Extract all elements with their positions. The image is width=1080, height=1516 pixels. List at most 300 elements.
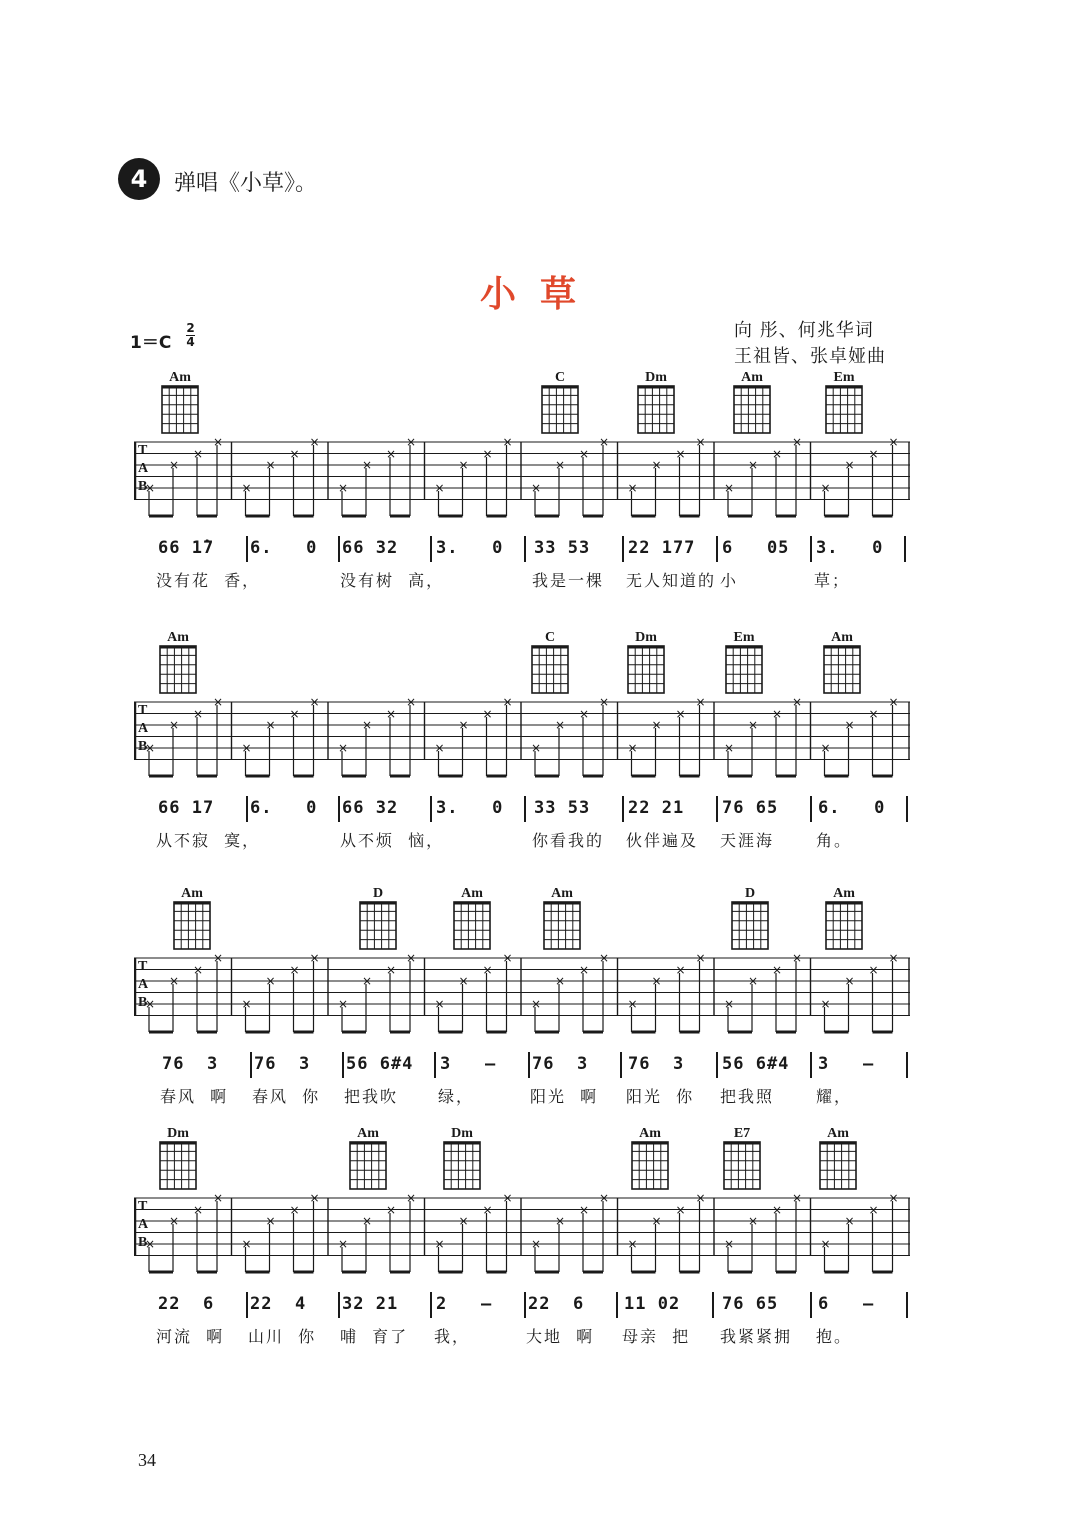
chord-name: Dm bbox=[635, 630, 657, 645]
chord-name: E7 bbox=[733, 1126, 751, 1141]
measure bbox=[530, 792, 622, 862]
chord-diagram bbox=[822, 370, 866, 435]
svg-text:×: × bbox=[406, 954, 417, 965]
svg-text:×: × bbox=[502, 698, 513, 709]
tablature-staff bbox=[134, 438, 910, 528]
chord-grid-icon bbox=[822, 901, 866, 951]
chord-name: Am bbox=[833, 886, 855, 901]
chord-name: Em bbox=[733, 630, 755, 645]
bar-line bbox=[524, 796, 526, 822]
svg-text:×: × bbox=[309, 1194, 320, 1205]
measure-notes: 76 65 bbox=[722, 798, 779, 818]
bar-line bbox=[616, 1292, 618, 1318]
measure bbox=[814, 792, 906, 862]
measure-lyrics: 山川 你 bbox=[248, 1327, 317, 1346]
measure-lyrics: 无人知道的 bbox=[626, 571, 717, 590]
svg-text:×: × bbox=[555, 718, 566, 732]
svg-text:×: × bbox=[362, 458, 373, 472]
chord-diagram bbox=[816, 1126, 860, 1191]
svg-text:×: × bbox=[502, 1194, 513, 1205]
measure-lyrics: 耀， bbox=[816, 1087, 853, 1106]
svg-text:×: × bbox=[695, 1194, 706, 1205]
measure bbox=[814, 1048, 906, 1118]
tab-clef-letter: B bbox=[138, 1235, 148, 1250]
measure-lyrics: 从不烦 恼， bbox=[340, 831, 445, 850]
tab-lines bbox=[134, 1194, 910, 1276]
measure-lyrics: 我紧紧拥 bbox=[720, 1327, 793, 1346]
svg-text:×: × bbox=[868, 963, 879, 977]
svg-text:×: × bbox=[695, 438, 706, 449]
measure-notes: 3. 0 bbox=[436, 798, 504, 818]
svg-text:×: × bbox=[651, 458, 662, 472]
measure-notes: 22 6 bbox=[158, 1294, 215, 1314]
chord-diagram bbox=[728, 886, 772, 951]
measure bbox=[530, 532, 622, 602]
svg-text:×: × bbox=[844, 974, 855, 988]
chord-diagram bbox=[822, 886, 866, 951]
chord-name: Am bbox=[827, 1126, 849, 1141]
svg-text:×: × bbox=[289, 1203, 300, 1217]
chord-name: Am bbox=[831, 630, 853, 645]
chord-grid-icon bbox=[158, 385, 202, 435]
svg-text:×: × bbox=[482, 707, 493, 721]
tablature-staff bbox=[134, 954, 910, 1044]
svg-text:×: × bbox=[748, 458, 759, 472]
measure-lyrics: 你看我的 bbox=[532, 831, 605, 850]
chord-grid-icon bbox=[346, 1141, 390, 1191]
tab-clef-letter: B bbox=[138, 995, 148, 1010]
svg-text:×: × bbox=[772, 707, 783, 721]
chord-name: Am bbox=[741, 370, 763, 385]
chord-name: D bbox=[744, 886, 756, 901]
svg-text:×: × bbox=[844, 718, 855, 732]
svg-text:×: × bbox=[338, 741, 349, 755]
tab-clef-letter: B bbox=[138, 739, 148, 754]
svg-text:×: × bbox=[868, 447, 879, 461]
svg-text:×: × bbox=[675, 707, 686, 721]
chord-grid-icon bbox=[156, 1141, 200, 1191]
measure-notes: 33 53 bbox=[534, 798, 591, 818]
measure-notes: 76 3 bbox=[628, 1054, 685, 1074]
measure bbox=[338, 532, 445, 602]
svg-text:×: × bbox=[309, 954, 320, 965]
svg-text:×: × bbox=[502, 954, 513, 965]
measure-notes: 56 6#4 bbox=[722, 1054, 790, 1074]
chord-name: Dm bbox=[167, 1126, 189, 1141]
svg-text:×: × bbox=[193, 963, 204, 977]
chord-diagram bbox=[156, 630, 200, 695]
svg-text:×: × bbox=[362, 1214, 373, 1228]
svg-text:×: × bbox=[434, 997, 445, 1011]
svg-text:×: × bbox=[169, 1214, 180, 1228]
svg-text:×: × bbox=[820, 741, 831, 755]
tab-clef-letter: A bbox=[138, 461, 149, 476]
exercise-instruction: 弹唱《小草》。 bbox=[174, 171, 318, 196]
svg-text:×: × bbox=[820, 1237, 831, 1251]
measure bbox=[250, 1048, 342, 1118]
svg-text:×: × bbox=[531, 997, 542, 1011]
chord-name: Em bbox=[833, 370, 855, 385]
svg-text:×: × bbox=[145, 997, 156, 1011]
step-number-badge: 4 bbox=[118, 158, 160, 200]
svg-text:×: × bbox=[675, 1203, 686, 1217]
tab-clef-letter: T bbox=[138, 959, 148, 974]
measure bbox=[158, 1048, 250, 1118]
chord-grid-icon bbox=[170, 901, 214, 951]
measure-lyrics: 草； bbox=[814, 571, 851, 590]
tab-clef-letter: A bbox=[138, 721, 149, 736]
measure-notes: 66 1̂7 bbox=[158, 538, 215, 558]
svg-text:×: × bbox=[579, 963, 590, 977]
svg-text:×: × bbox=[888, 698, 899, 709]
svg-text:×: × bbox=[241, 481, 252, 495]
measure-notes: 76 3 bbox=[162, 1054, 219, 1074]
bar-line bbox=[906, 796, 908, 822]
svg-text:×: × bbox=[579, 1203, 590, 1217]
measure-notes: 22 21 bbox=[628, 798, 685, 818]
measure bbox=[718, 1288, 810, 1358]
chord-diagram bbox=[820, 630, 864, 695]
chord-grid-icon bbox=[156, 645, 200, 695]
chord-grid-icon bbox=[528, 645, 572, 695]
tablature-staff bbox=[134, 1194, 910, 1284]
svg-text:×: × bbox=[531, 481, 542, 495]
svg-text:×: × bbox=[458, 1214, 469, 1228]
measure bbox=[154, 532, 261, 602]
jianpu-notation bbox=[130, 792, 920, 862]
svg-text:×: × bbox=[599, 1194, 610, 1205]
chord-diagram bbox=[528, 630, 572, 695]
chord-diagram bbox=[158, 370, 202, 435]
chord-diagram bbox=[722, 630, 766, 695]
chord-name: Am bbox=[181, 886, 203, 901]
svg-text:×: × bbox=[868, 1203, 879, 1217]
measure bbox=[620, 1288, 712, 1358]
chord-grid-icon bbox=[540, 901, 584, 951]
measure-lyrics: 河流 啊 bbox=[156, 1327, 225, 1346]
svg-text:×: × bbox=[145, 1237, 156, 1251]
tab-clef-letter: T bbox=[138, 703, 148, 718]
chord-grid-icon bbox=[820, 645, 864, 695]
svg-text:×: × bbox=[169, 718, 180, 732]
bar-line bbox=[810, 1292, 812, 1318]
chord-name: Am bbox=[551, 886, 573, 901]
svg-text:×: × bbox=[531, 741, 542, 755]
measure bbox=[432, 532, 524, 602]
measure bbox=[338, 792, 445, 862]
jianpu-notation bbox=[130, 532, 920, 602]
chord-grid-icon bbox=[538, 385, 582, 435]
measure-notes: 32 21 bbox=[342, 1294, 399, 1314]
measure bbox=[342, 1048, 434, 1118]
svg-text:×: × bbox=[792, 438, 803, 449]
measure-lyrics: 母亲 把 bbox=[622, 1327, 691, 1346]
svg-text:×: × bbox=[888, 438, 899, 449]
svg-text:×: × bbox=[748, 974, 759, 988]
composer-credit: 王祖皆、张卓娅曲 bbox=[734, 346, 886, 367]
svg-text:×: × bbox=[844, 458, 855, 472]
svg-text:×: × bbox=[695, 698, 706, 709]
bar-line bbox=[712, 1292, 714, 1318]
measure-lyrics: 阳光 你 bbox=[626, 1087, 695, 1106]
svg-text:×: × bbox=[651, 1214, 662, 1228]
chord-name: Am bbox=[167, 630, 189, 645]
chord-diagram bbox=[440, 1126, 484, 1191]
measure bbox=[246, 792, 338, 862]
chord-grid-icon bbox=[634, 385, 678, 435]
measure-notes: 66 17 bbox=[158, 798, 215, 818]
tab-clef-letter: A bbox=[138, 1217, 149, 1232]
chord-grid-icon bbox=[720, 1141, 764, 1191]
svg-text:×: × bbox=[792, 698, 803, 709]
measure bbox=[154, 1288, 246, 1358]
svg-text:×: × bbox=[482, 447, 493, 461]
measure bbox=[524, 1288, 616, 1358]
measure-lyrics: 伙伴遍及 bbox=[626, 831, 699, 850]
svg-text:×: × bbox=[193, 707, 204, 721]
chord-name: Dm bbox=[451, 1126, 473, 1141]
chord-grid-icon bbox=[628, 1141, 672, 1191]
meter-top: 2 bbox=[186, 321, 195, 335]
chord-diagram bbox=[720, 1126, 764, 1191]
chord-name: Am bbox=[357, 1126, 379, 1141]
tab-lines bbox=[134, 698, 910, 780]
svg-text:×: × bbox=[599, 698, 610, 709]
bar-line bbox=[810, 1052, 812, 1078]
svg-text:×: × bbox=[458, 974, 469, 988]
bar-line bbox=[810, 796, 812, 822]
svg-text:×: × bbox=[531, 1237, 542, 1251]
measure-notes: 3. 0 bbox=[436, 538, 504, 558]
tab-clef-letter: A bbox=[138, 977, 149, 992]
measure-lyrics: 抱。 bbox=[816, 1327, 853, 1346]
svg-text:×: × bbox=[675, 447, 686, 461]
measure-lyrics: 从不寂 寞， bbox=[156, 831, 261, 850]
svg-text:×: × bbox=[555, 1214, 566, 1228]
svg-text:×: × bbox=[406, 438, 417, 449]
svg-text:×: × bbox=[844, 1214, 855, 1228]
chord-grid-icon bbox=[356, 901, 400, 951]
measure bbox=[528, 1048, 620, 1118]
measure-notes: 22 177 bbox=[628, 538, 696, 558]
svg-text:×: × bbox=[265, 458, 276, 472]
svg-text:×: × bbox=[599, 438, 610, 449]
svg-text:×: × bbox=[169, 974, 180, 988]
svg-text:×: × bbox=[362, 718, 373, 732]
bar-line bbox=[524, 536, 526, 562]
measure-lyrics: 绿， bbox=[438, 1087, 475, 1106]
svg-text:×: × bbox=[213, 438, 224, 449]
measure bbox=[718, 1048, 810, 1118]
jianpu-notation bbox=[130, 1288, 920, 1358]
lyricist-credit: 向 彤、何兆华词 bbox=[734, 320, 874, 341]
chord-diagram bbox=[356, 886, 400, 951]
measure-notes: 11 02 bbox=[624, 1294, 681, 1314]
svg-text:×: × bbox=[579, 707, 590, 721]
svg-text:×: × bbox=[458, 458, 469, 472]
svg-text:×: × bbox=[772, 1203, 783, 1217]
chord-name: Am bbox=[639, 1126, 661, 1141]
page-number: 34 bbox=[138, 1450, 156, 1470]
svg-text:×: × bbox=[772, 447, 783, 461]
measure-lyrics: 我， bbox=[434, 1327, 471, 1346]
bar-line bbox=[904, 536, 906, 562]
svg-text:×: × bbox=[213, 1194, 224, 1205]
svg-text:×: × bbox=[241, 997, 252, 1011]
measure bbox=[718, 532, 810, 602]
svg-text:×: × bbox=[386, 707, 397, 721]
svg-text:×: × bbox=[792, 954, 803, 965]
measure-notes: 6 05 bbox=[722, 538, 790, 558]
chord-grid-icon bbox=[822, 385, 866, 435]
svg-text:×: × bbox=[651, 718, 662, 732]
svg-text:×: × bbox=[386, 963, 397, 977]
svg-text:×: × bbox=[169, 458, 180, 472]
svg-text:×: × bbox=[627, 741, 638, 755]
svg-text:×: × bbox=[193, 447, 204, 461]
svg-text:×: × bbox=[338, 481, 349, 495]
svg-text:×: × bbox=[724, 1237, 735, 1251]
chord-diagram bbox=[170, 886, 214, 951]
chord-diagram bbox=[346, 1126, 390, 1191]
measure-lyrics: 小 bbox=[720, 571, 739, 590]
key-signature: 1＝C bbox=[130, 333, 172, 353]
tab-lines bbox=[134, 954, 910, 1036]
svg-text:×: × bbox=[241, 1237, 252, 1251]
svg-text:×: × bbox=[213, 954, 224, 965]
measure-notes: 56 6#4 bbox=[346, 1054, 414, 1074]
bar-line bbox=[620, 1052, 622, 1078]
song-title: 小草 bbox=[479, 274, 600, 315]
svg-text:×: × bbox=[675, 963, 686, 977]
score-row bbox=[0, 630, 1080, 870]
measure bbox=[624, 792, 716, 862]
svg-text:×: × bbox=[482, 1203, 493, 1217]
svg-text:×: × bbox=[748, 718, 759, 732]
measure-notes: 6. 0 bbox=[250, 798, 318, 818]
svg-text:×: × bbox=[193, 1203, 204, 1217]
chord-grid-icon bbox=[816, 1141, 860, 1191]
measure-lyrics: 角。 bbox=[816, 831, 853, 850]
svg-text:×: × bbox=[627, 1237, 638, 1251]
measure-notes: 3 – bbox=[818, 1054, 875, 1074]
svg-text:×: × bbox=[289, 707, 300, 721]
measure-lyrics: 没有花 香， bbox=[156, 571, 261, 590]
svg-text:×: × bbox=[309, 698, 320, 709]
svg-text:×: × bbox=[289, 447, 300, 461]
score-row bbox=[0, 1126, 1080, 1366]
svg-text:×: × bbox=[406, 1194, 417, 1205]
tab-lines bbox=[134, 438, 910, 520]
svg-text:×: × bbox=[241, 741, 252, 755]
chord-grid-icon bbox=[440, 1141, 484, 1191]
measure bbox=[432, 1288, 524, 1358]
chord-diagram bbox=[540, 886, 584, 951]
svg-text:×: × bbox=[651, 974, 662, 988]
svg-text:×: × bbox=[289, 963, 300, 977]
chord-name: C bbox=[544, 630, 556, 645]
tablature-staff bbox=[134, 698, 910, 788]
measure-notes: 76 65 bbox=[722, 1294, 779, 1314]
svg-text:×: × bbox=[820, 997, 831, 1011]
measure-notes: 3 – bbox=[440, 1054, 497, 1074]
svg-text:×: × bbox=[213, 698, 224, 709]
svg-text:×: × bbox=[888, 1194, 899, 1205]
svg-text:×: × bbox=[386, 447, 397, 461]
bar-line bbox=[906, 1052, 908, 1078]
meter-bottom: 4 bbox=[186, 335, 195, 349]
svg-text:×: × bbox=[888, 954, 899, 965]
svg-text:×: × bbox=[338, 997, 349, 1011]
svg-text:×: × bbox=[724, 997, 735, 1011]
measure-notes: 6 – bbox=[818, 1294, 875, 1314]
svg-text:×: × bbox=[434, 741, 445, 755]
svg-text:×: × bbox=[579, 447, 590, 461]
measure-notes: 6. 0 bbox=[818, 798, 886, 818]
measure-lyrics: 没有树 高， bbox=[340, 571, 445, 590]
measure bbox=[246, 1288, 338, 1358]
svg-text:×: × bbox=[748, 1214, 759, 1228]
measure-notes: 3. 0 bbox=[816, 538, 884, 558]
score-row bbox=[0, 886, 1080, 1126]
measure-notes: 2 – bbox=[436, 1294, 493, 1314]
svg-text:×: × bbox=[434, 481, 445, 495]
time-signature bbox=[186, 322, 195, 349]
svg-text:×: × bbox=[555, 458, 566, 472]
svg-text:×: × bbox=[502, 438, 513, 449]
measure bbox=[338, 1288, 430, 1358]
svg-text:×: × bbox=[265, 974, 276, 988]
measure bbox=[718, 792, 810, 862]
chord-grid-icon bbox=[728, 901, 772, 951]
measure-notes: 66 32 bbox=[342, 798, 399, 818]
measure bbox=[812, 532, 904, 602]
tab-clef-letter: B bbox=[138, 479, 148, 494]
svg-text:×: × bbox=[695, 954, 706, 965]
chord-diagram bbox=[538, 370, 582, 435]
svg-text:×: × bbox=[434, 1237, 445, 1251]
measure-lyrics: 我是一棵 bbox=[532, 571, 605, 590]
measure-lyrics: 把我吹 bbox=[344, 1087, 399, 1106]
svg-text:×: × bbox=[599, 954, 610, 965]
svg-text:×: × bbox=[820, 481, 831, 495]
measure-lyrics: 春风 你 bbox=[252, 1087, 321, 1106]
measure-notes: 76 3 bbox=[532, 1054, 589, 1074]
measure-notes: 76 3 bbox=[254, 1054, 311, 1074]
svg-text:×: × bbox=[145, 741, 156, 755]
svg-text:×: × bbox=[482, 963, 493, 977]
measure-lyrics: 大地 啊 bbox=[526, 1327, 595, 1346]
svg-text:×: × bbox=[265, 1214, 276, 1228]
chord-name: D bbox=[372, 886, 384, 901]
svg-text:×: × bbox=[724, 741, 735, 755]
measure bbox=[432, 792, 524, 862]
svg-text:×: × bbox=[772, 963, 783, 977]
bar-line bbox=[906, 1292, 908, 1318]
svg-text:×: × bbox=[265, 718, 276, 732]
svg-text:×: × bbox=[362, 974, 373, 988]
svg-text:×: × bbox=[386, 1203, 397, 1217]
measure bbox=[814, 1288, 906, 1358]
measure-notes: 22 6 bbox=[528, 1294, 585, 1314]
chord-diagram bbox=[624, 630, 668, 695]
chord-name: C bbox=[554, 370, 566, 385]
chord-grid-icon bbox=[730, 385, 774, 435]
chord-diagram bbox=[730, 370, 774, 435]
score-row bbox=[0, 370, 1080, 610]
measure bbox=[436, 1048, 528, 1118]
svg-text:×: × bbox=[627, 481, 638, 495]
